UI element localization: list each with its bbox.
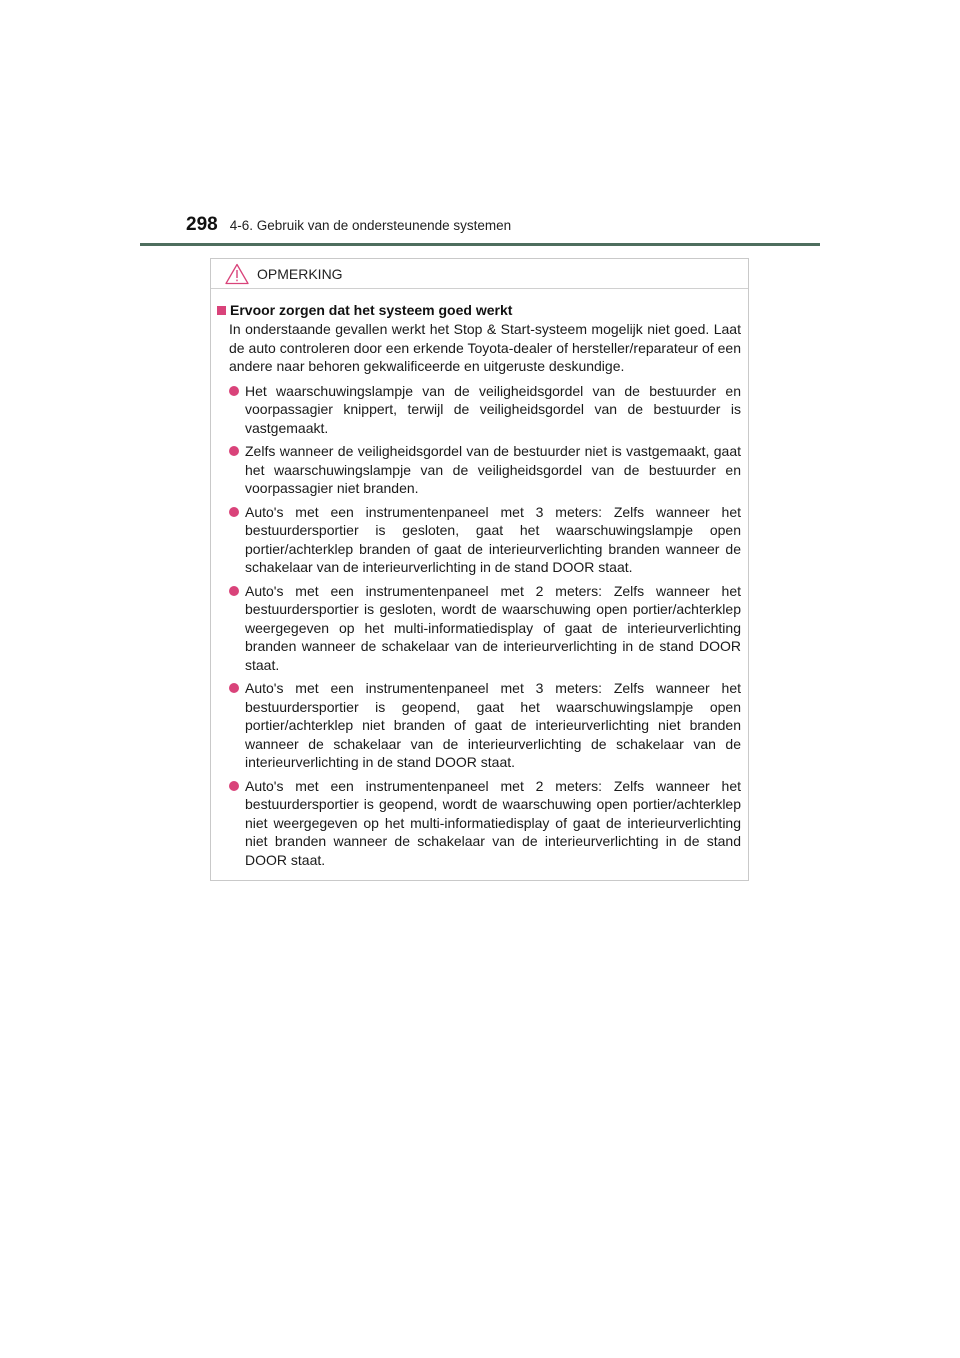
circle-bullet-icon <box>229 386 239 396</box>
list-item <box>229 503 741 577</box>
list-item-text: Auto's met een instrumentenpaneel met 3 meters: Zelfs wanneer het bestuurdersportier is gesloten, gaat het waarschuwingslampje open portier/achterklep branden of gaat de interieurverlichting branden wanneer de schakelaar van de interieurverlichting in de stand DOOR staat. <box>245 503 741 575</box>
list-item <box>229 582 741 675</box>
list-item <box>229 382 741 438</box>
list-item-text: Het waarschuwingslampje van de veiligheidsgordel van de bestuurder en voorpassagier knippert, terwijl de veiligheidsgordel van de bestuurder is vastgemaakt. <box>245 382 741 436</box>
circle-bullet-icon <box>229 507 239 517</box>
circle-bullet-icon <box>229 683 239 693</box>
notice-body <box>211 289 748 869</box>
section-title: 4-6. Gebruik van de ondersteunende systemen <box>229 218 512 233</box>
list-item <box>229 442 741 498</box>
intro-paragraph: In onderstaande gevallen werkt het Stop & Start-systeem mogelijk niet goed. Laat de auto controleren door een erkende Toyota-dealer of hersteller/reparateur of een andere naar behoren gekwalificeerde en uitgeruste deskundige. <box>229 321 741 374</box>
list-item-text: Auto's met een instrumentenpaneel met 2 meters: Zelfs wanneer het bestuurdersportier is geopend, wordt de waarschuwing open portier/achterklep niet weergegeven op het multi-informatiedisplay of gaat de interieurverlichting niet branden wanneer de schakelaar van de interieurverlichting in de stand DOOR staat. <box>245 777 741 868</box>
circle-bullet-icon <box>229 446 239 456</box>
list-item <box>229 777 741 870</box>
list-item-text: Auto's met een instrumentenpaneel met 3 meters: Zelfs wanneer het bestuurdersportier is geopend, gaat het waarschuwingslampje open portier/achterklep niet branden of gaat de interieurverlichting niet branden wanneer de schakelaar van de interieurverlichting de schakelaar van de interieurverlichting in de stand DOOR staat. <box>245 680 741 770</box>
list-item-text: Zelfs wanneer de veiligheidsgordel van de bestuurder niet is vastgemaakt, gaat het waarschuwingslampje van de veiligheidsgordel van de bestuurder en voorpassagier niet branden. <box>245 443 741 496</box>
square-bullet-icon <box>217 306 226 315</box>
circle-bullet-icon <box>229 781 239 791</box>
warning-triangle-icon <box>225 263 249 285</box>
notice-box <box>210 258 749 881</box>
circle-bullet-icon <box>229 586 239 596</box>
page-header <box>186 214 511 240</box>
notice-heading-text: Ervoor zorgen dat het systeem goed werkt <box>230 302 513 318</box>
list-item <box>229 679 741 772</box>
notice-label: OPMERKING <box>257 265 343 282</box>
bullet-list <box>217 382 741 870</box>
header-rule <box>140 243 820 246</box>
page-number: 298 <box>186 214 218 235</box>
notice-heading <box>217 301 741 320</box>
notice-header <box>211 259 748 289</box>
list-item-text: Auto's met een instrumentenpaneel met 2 meters: Zelfs wanneer het bestuurdersportier is gesloten, wordt de waarschuwing open portier/achterklep weergegeven op het multi-informatiedisplay of gaat de interieurverlichting branden wanneer de schakelaar van de interieurverlichting in de stand DOOR staat. <box>245 582 741 673</box>
